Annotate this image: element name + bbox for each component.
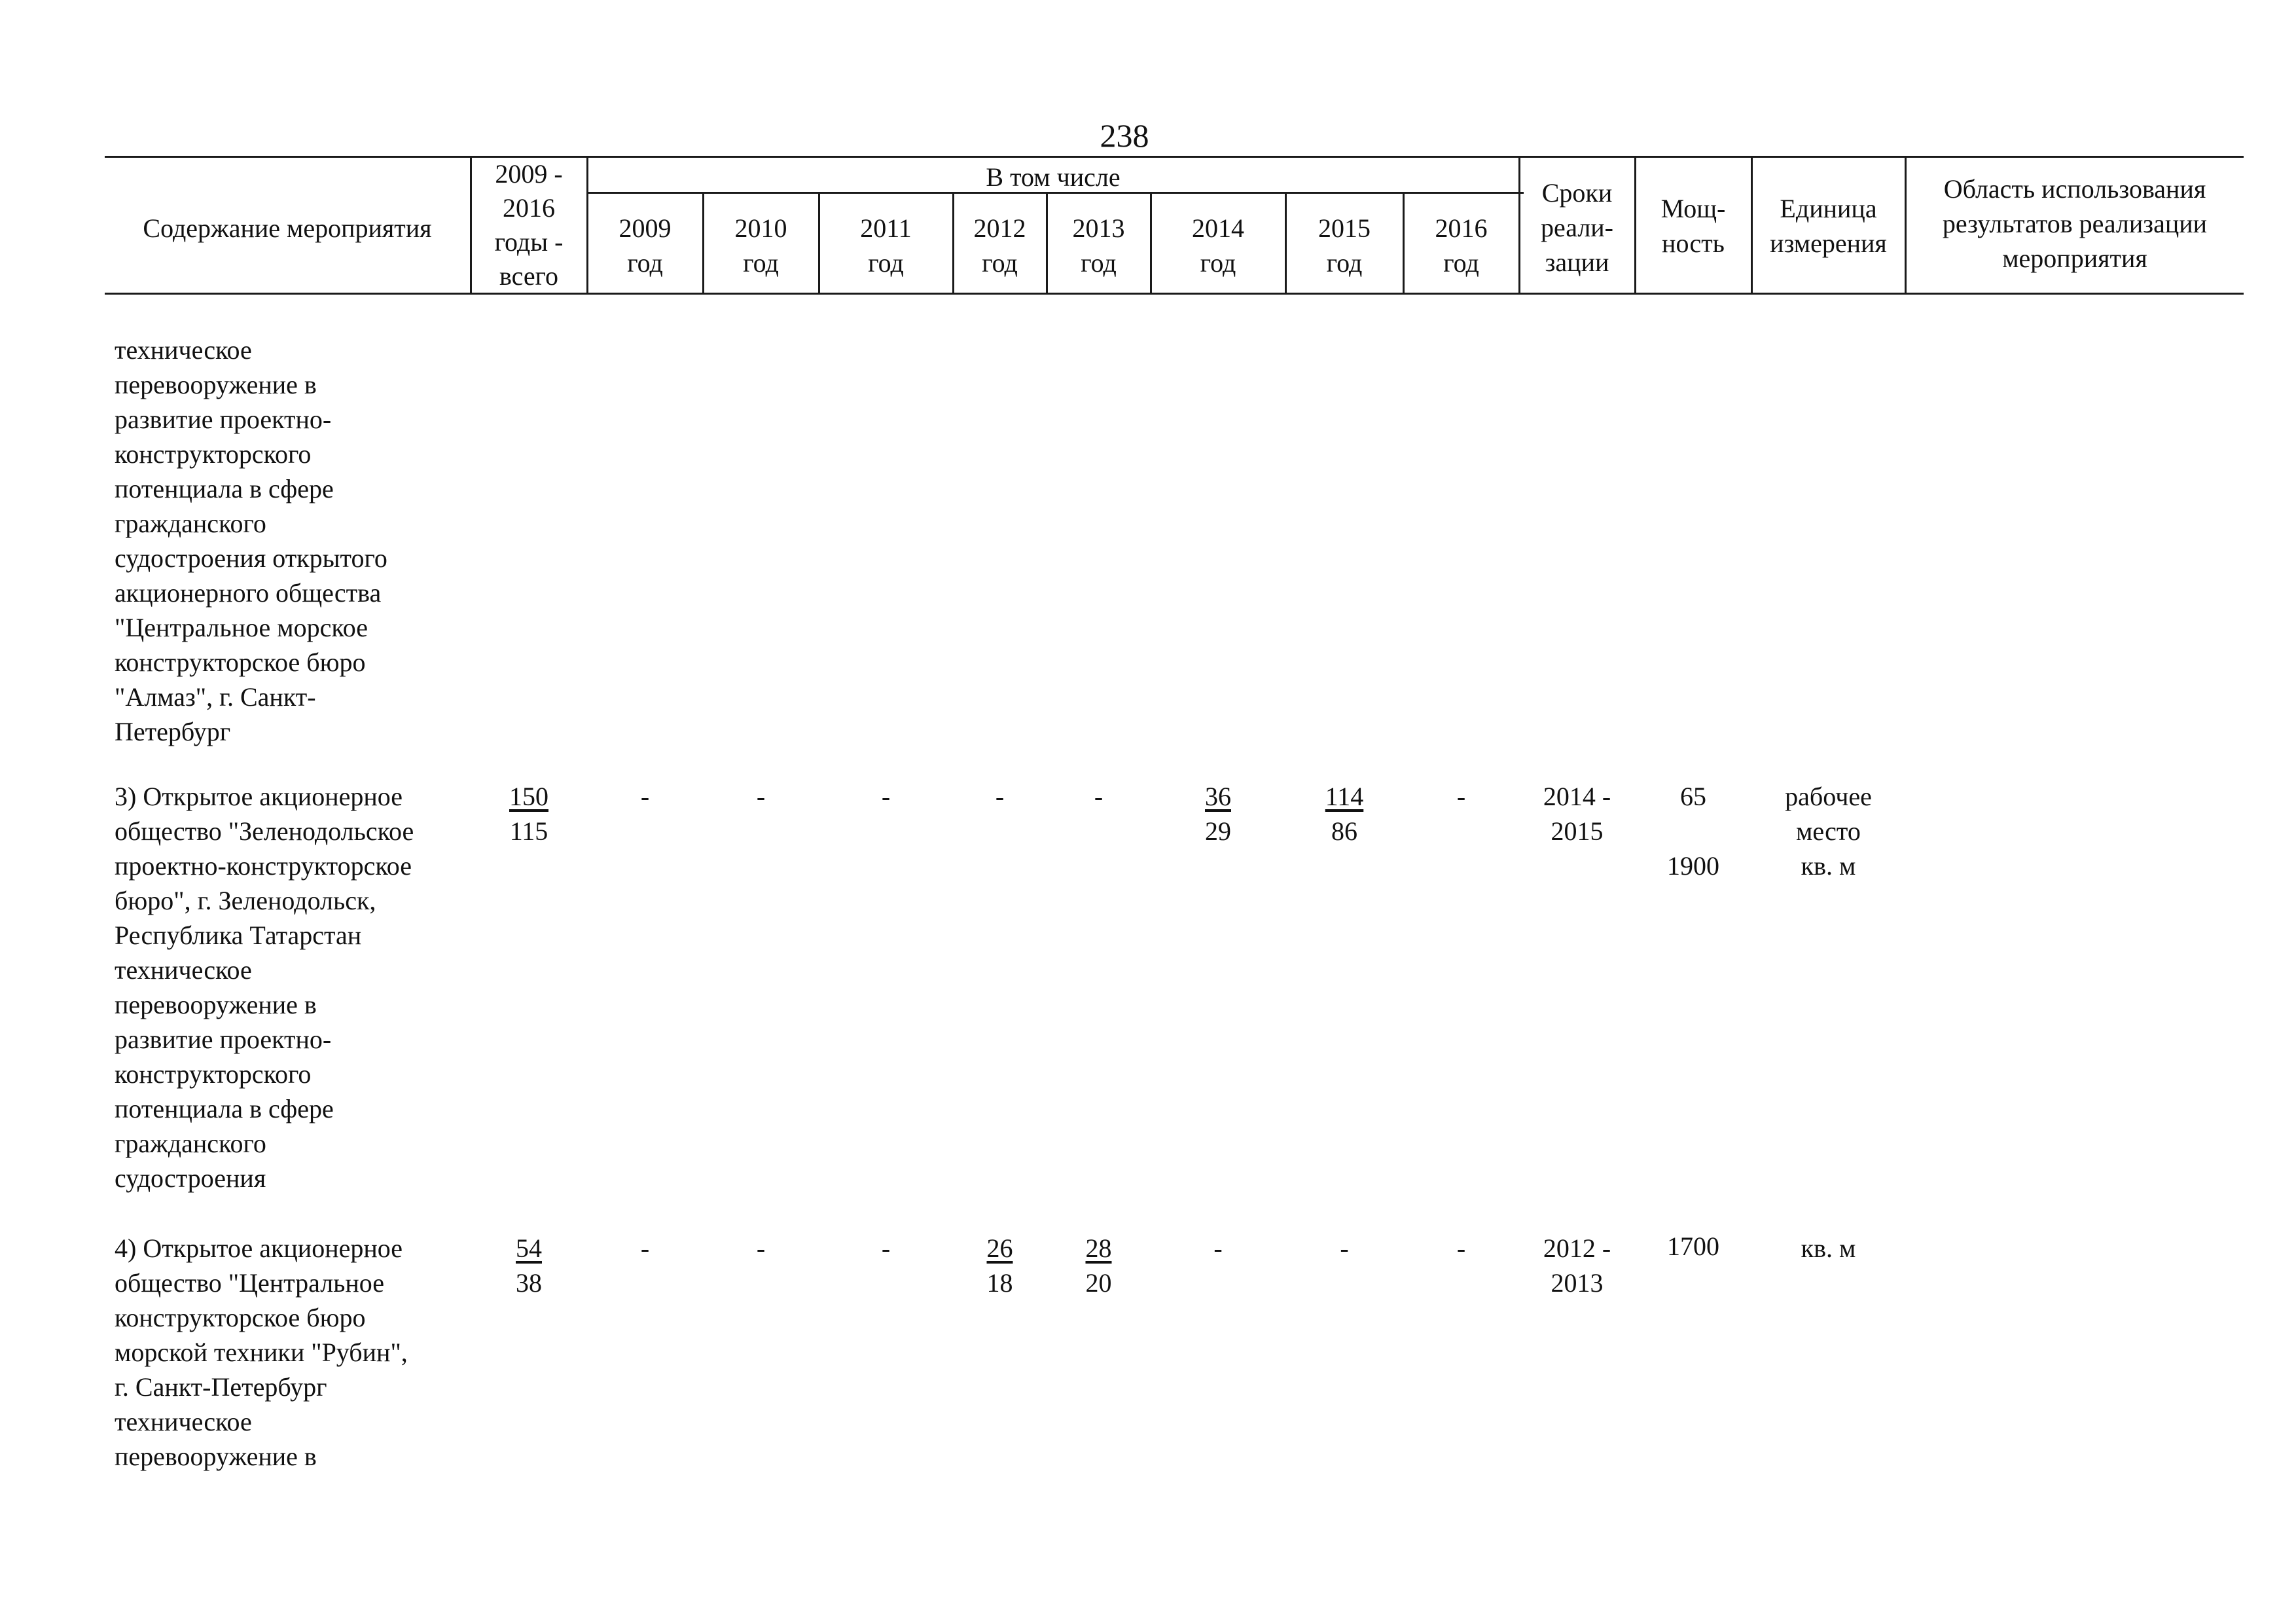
total-value (471, 779, 586, 848)
total-value (471, 1231, 586, 1300)
header-capacity: Мощ- ность (1660, 194, 1726, 258)
capacity-value: 65 (1680, 782, 1706, 811)
header-unit: Единица измерения (1770, 194, 1887, 258)
year-2013-value-top: 28 (1085, 1233, 1112, 1263)
header-area: Область использования результатов реализации мероприятия (1942, 174, 2208, 273)
unit-value: кв. м (1801, 1233, 1856, 1263)
header-year-2012: 2012 год (973, 213, 1026, 278)
year-2012-value-top: 26 (986, 1233, 1013, 1263)
total-value-top: 54 (516, 1233, 542, 1263)
header-description: Содержание мероприятия (143, 213, 432, 243)
total-value-bottom: 115 (509, 816, 548, 846)
year-2013-value-bottom: 20 (1085, 1268, 1112, 1298)
terms-value: 2012 - 2013 (1543, 1233, 1611, 1298)
year-2013-value: - (1094, 782, 1103, 811)
page-number: 238 (1100, 117, 1149, 154)
year-2009-value: - (640, 1233, 650, 1263)
year-2012-value (954, 1231, 1046, 1300)
total-value-top: 150 (509, 782, 548, 811)
year-2015-value-bottom: 86 (1331, 816, 1357, 846)
year-2010-value: - (756, 782, 766, 811)
year-2009-value: - (640, 782, 650, 811)
year-2015-value-top: 114 (1325, 782, 1364, 811)
header-terms: Сроки реали- зации (1540, 178, 1614, 277)
header-top-rule (105, 156, 2244, 158)
year-2011-value: - (881, 782, 891, 811)
year-2015-value: - (1340, 1233, 1349, 1263)
year-2015-value (1286, 779, 1403, 848)
year-2016-value: - (1456, 782, 1466, 811)
header-including: В том числе (986, 162, 1121, 192)
capacity-value: 1900 (1667, 851, 1719, 881)
capacity-value: 1700 (1667, 1231, 1719, 1261)
header-year-2015: 2015 год (1318, 213, 1371, 278)
year-2016-value: - (1456, 1233, 1466, 1263)
header-total: 2009 - 2016 годы - всего (494, 159, 564, 291)
header-bottom-rule (105, 293, 2244, 295)
header-year-2014: 2014 год (1192, 213, 1244, 278)
total-value-bottom: 38 (516, 1268, 542, 1298)
year-2010-value: - (756, 1233, 766, 1263)
header-year-2010: 2010 год (734, 213, 787, 278)
header-year-2016: 2016 год (1435, 213, 1488, 278)
year-2011-value: - (881, 1233, 891, 1263)
terms-value: 2014 - 2015 (1543, 782, 1611, 846)
header-year-2009: 2009 год (619, 213, 672, 278)
header-year-2013: 2013 год (1072, 213, 1125, 278)
year-2014-value-top: 36 (1205, 782, 1231, 811)
header-year-2011: 2011 год (860, 213, 912, 278)
year-2014-value-bottom: 29 (1205, 816, 1231, 846)
row-description: 3) Открытое акционерное общество "Зеленодольское проектно-конструкторское бюро", г. Зеленодольск, Республика Татарстан техническое перевооружение в развитие проектно- конструкторского потенциала в сфере гражданского судостроения (115, 782, 414, 1193)
year-2013-value (1047, 1231, 1150, 1300)
unit-value: рабочее место кв. м (1785, 782, 1872, 881)
year-2014-value: - (1213, 1233, 1223, 1263)
year-2012-value-bottom: 18 (986, 1268, 1013, 1298)
row-description: 4) Открытое акционерное общество "Центральное конструкторское бюро морской техники "Рубин", г. Санкт-Петербург техническое перевооружение в (115, 1233, 408, 1471)
year-2014-value (1151, 779, 1285, 848)
continuation-description: техническое перевооружение в развитие проектно- конструкторского потенциала в сфере гражданского судостроения открытого акционерного общества "Центральное морское конструкторское бюро "Алмаз", г. Санкт- Петербург (115, 335, 387, 746)
year-2012-value: - (995, 782, 1005, 811)
